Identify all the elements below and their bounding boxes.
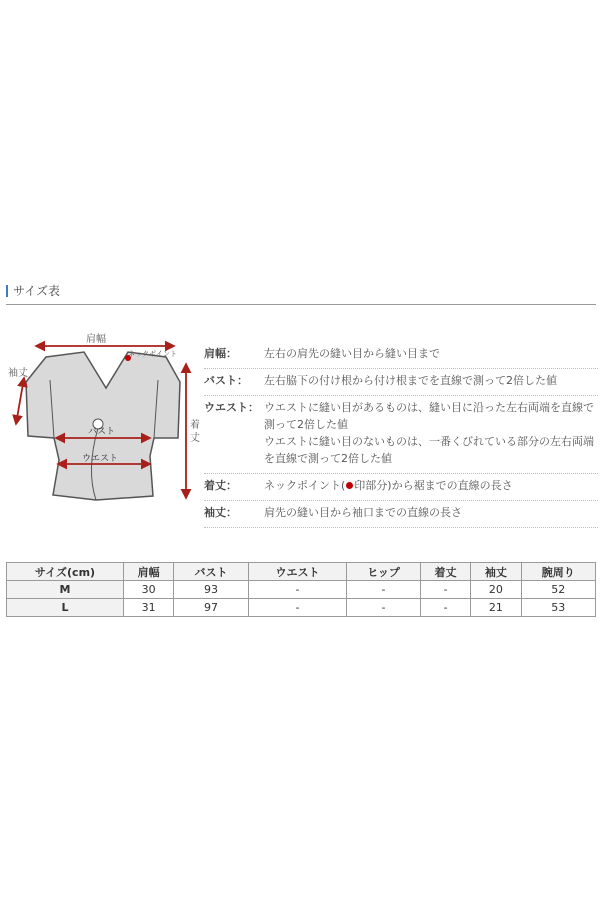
table-cell: 30 (124, 581, 174, 599)
table-cell: - (420, 581, 470, 599)
table-cell: 31 (124, 599, 174, 617)
table-cell: 53 (521, 599, 595, 617)
def-line: 測って2倍した値 (264, 418, 348, 431)
garment-diagram-svg (6, 320, 202, 510)
def-row-length (204, 474, 598, 501)
def-line: ウエストに縫い目があるものは、縫い目に沿った左右両端を直線で (264, 401, 594, 414)
size-chart-header (6, 284, 596, 304)
size-label: M (7, 581, 124, 599)
header-divider (6, 304, 596, 305)
table-cell: 21 (471, 599, 521, 617)
section-title: サイズ表 (13, 284, 61, 298)
def-term: 肩幅： (204, 347, 237, 360)
header-accent-bar (6, 285, 8, 297)
measurement-definitions (204, 342, 598, 528)
column-header: ヒップ (347, 563, 421, 581)
table-row (7, 581, 596, 599)
sleeve-label: 袖丈 (8, 368, 28, 379)
def-text-after: 印部分)から裾までの直線の長さ (354, 479, 513, 492)
column-header: 袖丈 (471, 563, 521, 581)
table-cell: - (248, 599, 346, 617)
column-header: 肩幅 (124, 563, 174, 581)
def-row-bust (204, 369, 598, 396)
def-term: バスト： (204, 374, 248, 387)
def-line: を直線で測って2倍した値 (264, 452, 392, 465)
def-row-sleeve (204, 501, 598, 528)
length-label-2: 丈 (190, 433, 200, 444)
neck-point-label: ネックポイント (128, 350, 177, 358)
def-line: 肩先の縫い目から袖口までの直線の長さ (264, 506, 462, 519)
red-dot-icon (346, 482, 353, 489)
table-cell: - (420, 599, 470, 617)
length-label-1: 着 (190, 420, 200, 431)
table-cell: - (248, 581, 346, 599)
table-row (7, 599, 596, 617)
table-cell: 93 (174, 581, 248, 599)
garment-diagram (6, 320, 202, 510)
table-cell: - (347, 599, 421, 617)
def-term: 着丈： (204, 479, 237, 492)
def-line (264, 477, 598, 494)
size-label: L (7, 599, 124, 617)
waist-label: ウエスト (82, 454, 119, 464)
table-cell: 52 (521, 581, 595, 599)
table-cell: - (347, 581, 421, 599)
table-cell: 20 (471, 581, 521, 599)
def-line: 左右の肩先の縫い目から縫い目まで (264, 347, 440, 360)
shoulder-label: 肩幅 (86, 334, 106, 345)
def-line: ウエストに縫い目のないものは、一番くびれている部分の左右両端 (264, 435, 594, 448)
def-line: 左右脇下の付け根から付け根までを直線で測って2倍した値 (264, 374, 557, 387)
table-header-row (7, 563, 596, 581)
sleeve-arrow (16, 378, 24, 424)
column-header: 着丈 (420, 563, 470, 581)
def-row-waist (204, 396, 598, 474)
bust-label: バスト (88, 427, 116, 437)
def-row-shoulder (204, 342, 598, 369)
def-term: ウエスト： (204, 401, 259, 414)
table-cell: 97 (174, 599, 248, 617)
column-header: 腕周り (521, 563, 595, 581)
size-table (6, 562, 596, 617)
column-header: ウエスト (248, 563, 346, 581)
column-header: バスト (174, 563, 248, 581)
def-term: 袖丈： (204, 506, 237, 519)
column-header: サイズ(cm) (7, 563, 124, 581)
def-text-before: ネックポイント( (264, 479, 346, 492)
